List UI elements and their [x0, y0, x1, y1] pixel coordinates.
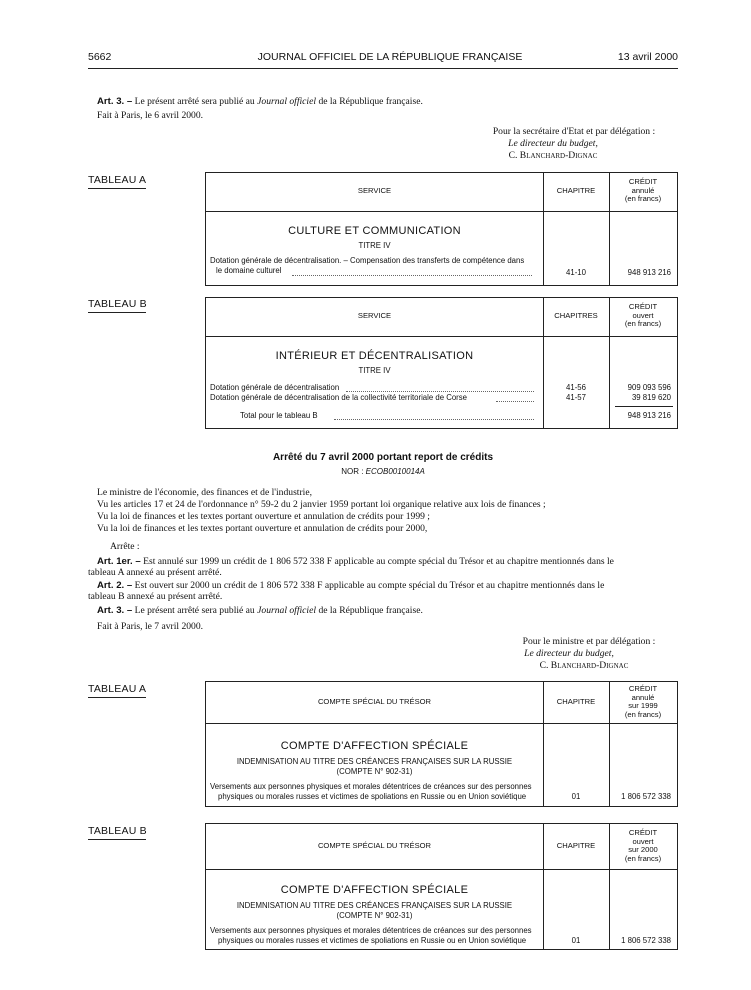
row-1-credit: 909 093 596 — [627, 383, 671, 392]
art1-line-2: tableau A annexé au présent arrêté. — [88, 567, 222, 578]
arrete-title: Arrêté du 7 avril 2000 portant report de crédits — [272, 452, 494, 463]
tableau-b2-rule — [88, 839, 146, 840]
row-2-chapitre: 41-57 — [566, 393, 586, 402]
col-credit-header: CRÉDIT annulé sur 1999 (en francs) — [624, 684, 662, 719]
vu-3: Vu la loi de finances et les textes portant ouverture et annulation de crédits pour 2000, — [97, 523, 428, 534]
row-2-credit: 39 819 620 — [631, 393, 671, 402]
art3b-jo: Journal officiel — [257, 605, 317, 616]
compte-number: (COMPTE N° 902-31) — [336, 767, 413, 776]
nor-label: NOR : — [341, 467, 364, 476]
row-credit: 1 806 572 338 — [621, 936, 671, 945]
tableau-b2-label: TABLEAU B — [88, 825, 147, 837]
art1-label: Art. 1er. – — [97, 556, 141, 567]
tableau-a1 — [205, 172, 678, 286]
row-chapitre: 01 — [571, 936, 581, 945]
col-credit-header: CRÉDIT annulé (en francs) — [624, 177, 662, 204]
tableau-a1-label: TABLEAU A — [88, 174, 147, 186]
row-chapitre: 01 — [571, 792, 581, 801]
intro: Le ministre de l'économie, des finances et de l'industrie, — [97, 487, 312, 498]
journal-title: JOURNAL OFFICIEL DE LA RÉPUBLIQUE FRANÇAISE — [257, 51, 523, 63]
vu-2: Vu la loi de finances et les textes portant ouverture et annulation de crédits pour 1999 ; — [97, 511, 430, 522]
fait-line: Fait à Paris, le 6 avril 2000. — [97, 110, 204, 121]
art3b-label: Art. 3. – — [97, 605, 133, 616]
tableau-a2-rule — [88, 697, 146, 698]
header-rule — [88, 68, 678, 69]
tableau-b2 — [205, 823, 678, 950]
total-credit: 948 913 216 — [627, 411, 671, 420]
row-text-1: Dotation générale de décentralisation. – Compensation des transferts de compétence dans — [210, 256, 525, 265]
art3b-text: Le présent arrêté sera publié au — [134, 605, 255, 616]
art1-text: Est annulé sur 1999 un crédit de 1 806 572 338 F applicable au compte spécial du Trésor et au chapitre mentionnés dans le — [143, 556, 614, 567]
page-date: 13 avril 2000 — [617, 51, 678, 63]
section-title: COMPTE D'AFFECTION SPÉCIALE — [280, 884, 469, 896]
section-title: INTÉRIEUR ET DÉCENTRALISATION — [275, 350, 474, 362]
row-credit: 1 806 572 338 — [621, 792, 671, 801]
nor-value: ECOB0010014A — [365, 467, 425, 476]
art3-paragraph — [97, 96, 423, 109]
arrete-word: Arrête : — [110, 541, 140, 552]
col-service-header: SERVICE — [357, 311, 392, 320]
section-title: CULTURE ET COMMUNICATION — [288, 225, 461, 237]
art3b-tail: de la République française. — [318, 605, 423, 616]
total-text: Total pour le tableau B — [240, 411, 318, 420]
tableau-a2 — [205, 681, 678, 807]
page-number: 5662 — [88, 51, 112, 63]
row-text-2: physiques ou morales russes et victimes de spoliations en Russie ou en Union soviétique — [218, 936, 527, 945]
col-credit-header: CRÉDIT ouvert sur 2000 (en francs) — [624, 828, 662, 863]
titre-label: TITRE IV — [358, 366, 391, 375]
art3-jo: Journal officiel — [257, 96, 317, 107]
titre-label: TITRE IV — [358, 241, 391, 250]
row-2-text: Dotation générale de décentralisation de la collectivité territoriale de Corse — [210, 393, 468, 402]
row-text-1: Versements aux personnes physiques et morales détentrices de créances sur des personnes — [210, 926, 532, 935]
col-chapitre-header: CHAPITRE — [556, 186, 596, 195]
tableau-b1-label: TABLEAU B — [88, 298, 147, 310]
tableau-b1-rule — [88, 312, 146, 313]
sub-title: INDEMNISATION AU TITRE DES CRÉANCES FRANÇAISES SUR LA RUSSIE — [236, 757, 513, 766]
tableau-b1 — [205, 297, 678, 429]
signature2-name: C. Blanchard-Dignac — [539, 660, 629, 671]
art3-label: Art. 3. – — [97, 96, 133, 107]
signature2-line-1: Pour le ministre et par délégation : — [522, 636, 656, 647]
art2-label: Art. 2. – — [97, 580, 133, 591]
art3-tail: de la République française. — [318, 96, 423, 107]
col-chapitre-header: CHAPITRE — [556, 697, 596, 706]
compte-number: (COMPTE N° 902-31) — [336, 911, 413, 920]
tableau-a2-label: TABLEAU A — [88, 683, 147, 695]
art2-text: Est ouvert sur 2000 un crédit de 1 806 572 338 F applicable au compte spécial du Trésor et au chapitre mentionnés dans le — [134, 580, 605, 591]
fait-line-2: Fait à Paris, le 7 avril 2000. — [97, 621, 204, 632]
row-1-chapitre: 41-56 — [566, 383, 586, 392]
signature2-line-2: Le directeur du budget, — [524, 648, 614, 659]
col-credit-header: CRÉDIT ouvert (en francs) — [624, 302, 662, 329]
signature-line-2: Le directeur du budget, — [508, 138, 598, 149]
row-text-1: Versements aux personnes physiques et morales détentrices de créances sur des personnes — [210, 782, 532, 791]
vu-1: Vu les articles 17 et 24 de l'ordonnance n° 59-2 du 2 janvier 1959 portant loi organique relative aux lois de finances ; — [97, 499, 546, 510]
art3-text: Le présent arrêté sera publié au — [134, 96, 255, 107]
col-compte-header: COMPTE SPÉCIAL DU TRÉSOR — [317, 697, 432, 706]
art2-line-2: tableau B annexé au présent arrêté. — [88, 591, 223, 602]
row-credit: 948 913 216 — [627, 268, 671, 277]
row-text-2: physiques ou morales russes et victimes de spoliations en Russie ou en Union soviétique — [218, 792, 527, 801]
nor-line — [88, 467, 678, 476]
row-1-text: Dotation générale de décentralisation — [210, 383, 340, 392]
tableau-a1-rule — [88, 188, 146, 189]
row-text-2: le domaine culturel — [216, 266, 282, 275]
col-service-header: SERVICE — [357, 186, 392, 195]
col-compte-header: COMPTE SPÉCIAL DU TRÉSOR — [317, 841, 432, 850]
art3b-paragraph — [97, 605, 423, 618]
col-chapitre-header: CHAPITRE — [556, 841, 596, 850]
signature-name: C. Blanchard-Dignac — [508, 150, 598, 161]
signature-line-1: Pour la secrétaire d'Etat et par délégation : — [492, 126, 656, 137]
section-title: COMPTE D'AFFECTION SPÉCIALE — [280, 740, 469, 752]
col-chapitres-header: CHAPITRES — [554, 311, 598, 320]
row-chapitre: 41-10 — [566, 268, 586, 277]
sub-title: INDEMNISATION AU TITRE DES CRÉANCES FRANÇAISES SUR LA RUSSIE — [236, 901, 513, 910]
